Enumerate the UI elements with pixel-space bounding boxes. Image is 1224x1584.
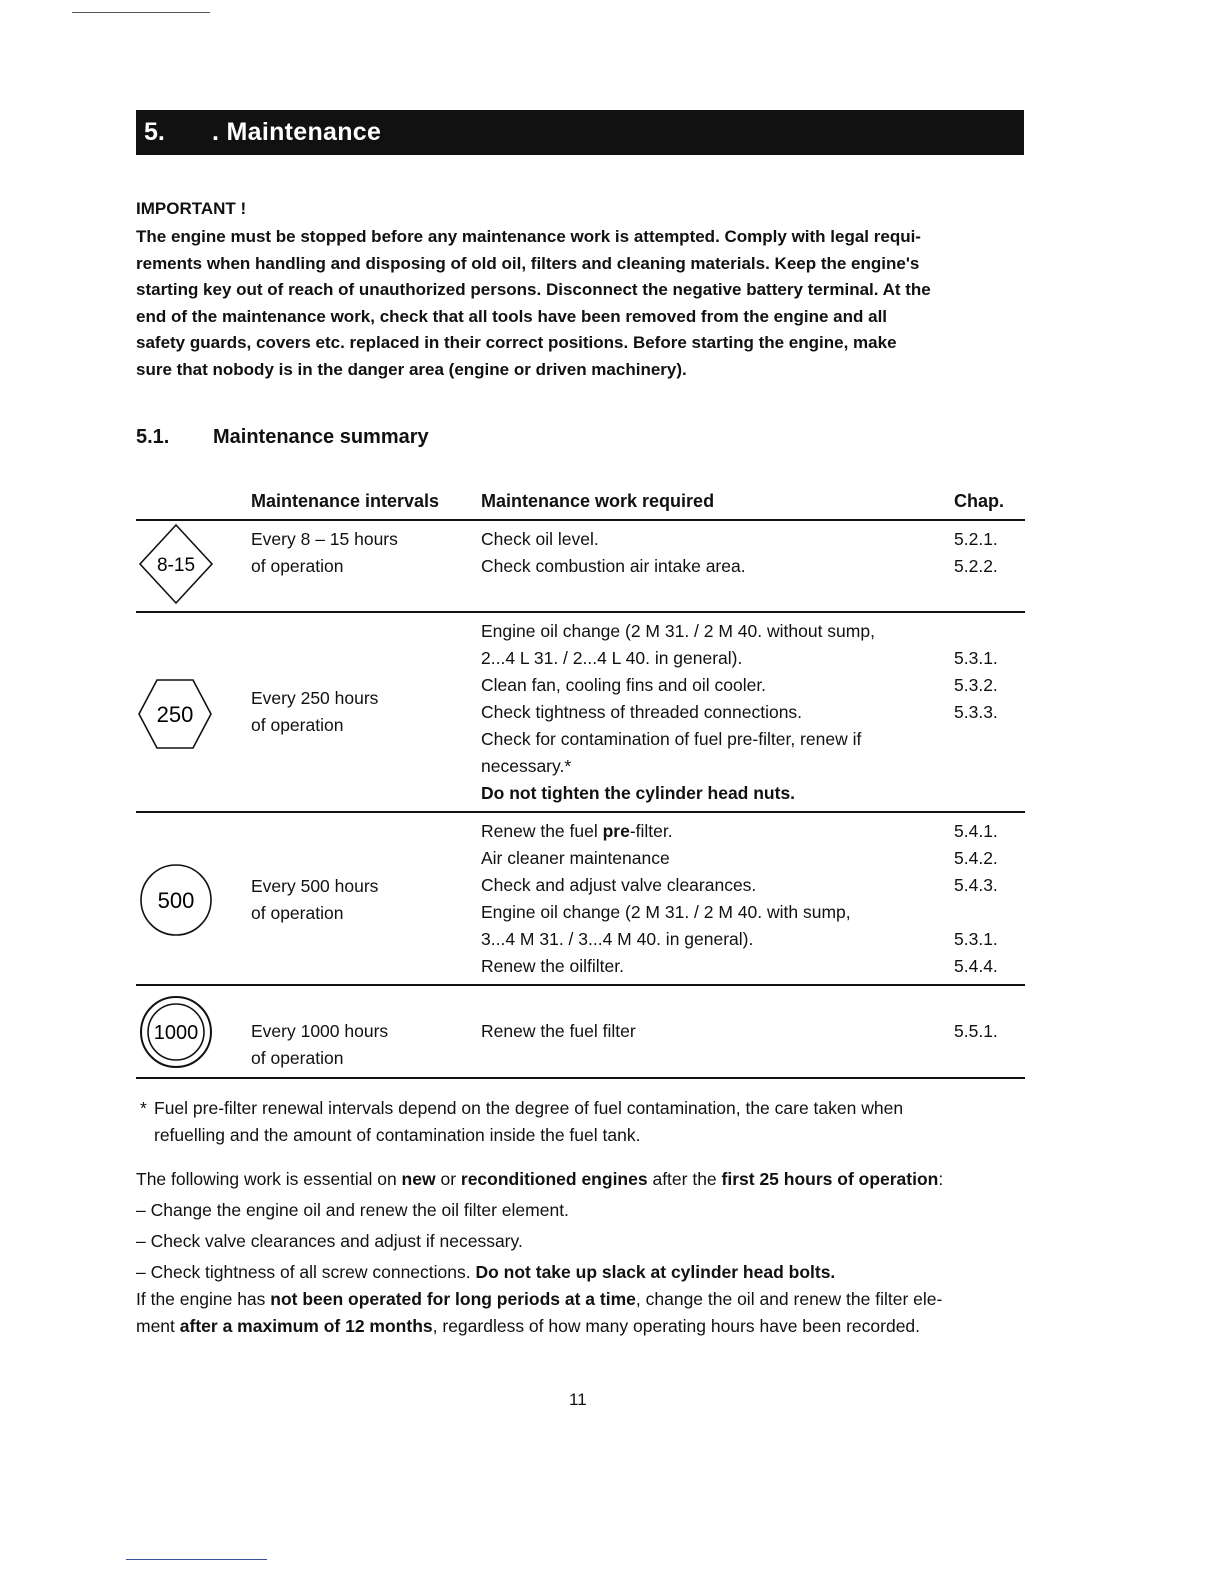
work-line: Renew the oilfilter. xyxy=(481,956,624,976)
interval-line: Every 1000 hours xyxy=(251,1021,389,1041)
interval-cell xyxy=(251,873,378,927)
text: If the engine has xyxy=(136,1289,271,1309)
work-line: Renew the fuel filter xyxy=(481,1021,636,1041)
symbol-label: 8-15 xyxy=(156,555,196,576)
chap-line: 5.3.1. xyxy=(954,648,998,668)
chap-line: 5.4.2. xyxy=(954,848,998,868)
text: after the xyxy=(647,1169,722,1189)
section-banner xyxy=(136,110,1024,155)
chap-line: 5.4.3. xyxy=(954,875,998,895)
subsection-heading xyxy=(136,426,429,449)
header-intervals: Maintenance intervals xyxy=(251,491,440,511)
chap-cell xyxy=(954,618,998,726)
work-text: Renew the fuel xyxy=(481,821,603,841)
hexagon-250-icon xyxy=(137,678,213,750)
important-line: sure that nobody is in the danger area (engine or driven machinery). xyxy=(136,359,687,379)
table-rule xyxy=(136,1077,1025,1079)
important-line: The engine must be stopped before any maintenance work is attempted. Comply with legal requi- xyxy=(136,227,921,246)
work-line: Check for contamination of fuel pre-filter, renew if xyxy=(481,729,862,749)
footnote-line: refuelling and the amount of contamination inside the fuel tank. xyxy=(154,1125,641,1145)
essential-item xyxy=(136,1259,1026,1286)
chap-line xyxy=(954,618,998,645)
interval-line: Every 250 hours xyxy=(251,688,379,708)
work-line: Air cleaner maintenance xyxy=(481,848,670,868)
interval-cell xyxy=(251,685,378,739)
chap-line: 5.5.1. xyxy=(954,1021,998,1041)
work-text: -filter. xyxy=(629,821,673,841)
table-rule xyxy=(136,611,1025,613)
chap-line: 5.3.1. xyxy=(954,929,998,949)
footnote xyxy=(136,1095,1026,1149)
top-scan-line xyxy=(72,12,210,13)
emphasis: new xyxy=(401,1169,436,1189)
essential-item: – Check valve clearances and adjust if necessary. xyxy=(136,1231,523,1251)
symbol-label: 500 xyxy=(157,888,195,913)
work-line: necessary.* xyxy=(481,756,572,776)
text: – Check tightness of all screw connections. xyxy=(136,1262,476,1282)
text: ment xyxy=(136,1316,180,1336)
work-line: Check tightness of threaded connections. xyxy=(481,702,803,722)
section-number: 5. xyxy=(144,118,165,146)
work-cell xyxy=(481,818,851,980)
symbol-label: 250 xyxy=(156,702,194,727)
work-line: 3...4 M 31. / 3...4 M 40. in general). xyxy=(481,929,754,949)
important-line: end of the maintenance work, check that all tools have been removed from the engine and all xyxy=(136,306,888,326)
subsection-title: Maintenance summary xyxy=(213,426,429,448)
page-number: 11 xyxy=(569,1390,587,1409)
essential-intro xyxy=(136,1166,1026,1193)
chap-line: 5.4.4. xyxy=(954,956,998,976)
important-heading: IMPORTANT ! xyxy=(136,199,247,218)
symbol-label: 1000 xyxy=(153,1022,199,1044)
work-cell xyxy=(481,618,875,807)
emphasis: reconditioned engines xyxy=(460,1169,648,1189)
double-circle-1000-icon xyxy=(138,994,214,1070)
work-line-warning: Do not tighten the cylinder head nuts. xyxy=(481,783,796,803)
interval-cell xyxy=(251,526,398,580)
interval-line: of operation xyxy=(251,715,344,735)
chap-line: 5.4.1. xyxy=(954,821,998,841)
section-title: . Maintenance xyxy=(212,118,382,146)
table-rule xyxy=(136,984,1025,986)
work-line: Clean fan, cooling fins and oil cooler. xyxy=(481,675,767,695)
interval-line: Every 8 – 15 hours xyxy=(251,529,398,549)
storage-note-line xyxy=(136,1286,1026,1313)
emphasis: Do not take up slack at cylinder head bolts. xyxy=(475,1262,836,1282)
table-rule xyxy=(136,811,1025,813)
chap-cell xyxy=(954,1018,998,1045)
footnote-star: * xyxy=(140,1098,147,1118)
diamond-8-15-icon xyxy=(138,523,214,605)
header-work: Maintenance work required xyxy=(481,491,715,511)
important-line: rements when handling and disposing of old oil, filters and cleaning materials. Keep the engine's xyxy=(136,253,920,273)
chap-cell xyxy=(954,526,998,580)
chap-cell xyxy=(954,818,998,980)
important-notice xyxy=(136,199,1024,383)
work-line xyxy=(481,818,851,845)
text: or xyxy=(435,1169,461,1189)
subsection-number: 5.1. xyxy=(136,426,170,448)
essential-work xyxy=(136,1166,1026,1340)
emphasis: not been operated for long periods at a time xyxy=(270,1289,636,1309)
footnote-line: Fuel pre-filter renewal intervals depend on the degree of fuel contamination, the care taken when xyxy=(154,1098,904,1118)
work-cell xyxy=(481,526,746,580)
chap-line: 5.3.3. xyxy=(954,702,998,722)
essential-item: – Change the engine oil and renew the oil filter element. xyxy=(136,1200,569,1220)
table-rule xyxy=(136,519,1025,521)
circle-500-icon xyxy=(138,862,214,938)
interval-line: of operation xyxy=(251,903,344,923)
storage-note-line xyxy=(136,1313,1026,1340)
interval-line: Every 500 hours xyxy=(251,876,379,896)
chap-line xyxy=(954,899,998,926)
bottom-scan-line xyxy=(126,1559,267,1560)
work-line: Engine oil change (2 M 31. / 2 M 40. without sump, xyxy=(481,621,875,641)
important-line: safety guards, covers etc. replaced in their correct positions. Before starting the engine, make xyxy=(136,333,897,352)
text: : xyxy=(938,1169,944,1189)
text: , change the oil and renew the filter ele- xyxy=(635,1289,943,1309)
work-line: 2...4 L 31. / 2...4 L 40. in general). xyxy=(481,648,743,668)
emphasis: after a maximum of 12 months xyxy=(179,1316,433,1336)
work-cell xyxy=(481,1018,636,1045)
text: The following work is essential on xyxy=(136,1169,402,1189)
interval-line: of operation xyxy=(251,1048,344,1068)
chap-line: 5.2.2. xyxy=(954,556,998,576)
interval-cell xyxy=(251,1018,388,1072)
work-line: Check combustion air intake area. xyxy=(481,556,746,576)
interval-line: of operation xyxy=(251,556,344,576)
important-line: starting key out of reach of unauthorized persons. Disconnect the negative battery terminal. At the xyxy=(136,280,931,299)
work-line: Check and adjust valve clearances. xyxy=(481,875,757,895)
emphasis: first 25 hours of operation xyxy=(721,1169,939,1189)
work-line: Engine oil change (2 M 31. / 2 M 40. with sump, xyxy=(481,902,851,922)
text: , regardless of how many operating hours have been recorded. xyxy=(432,1316,921,1336)
chap-line: 5.2.1. xyxy=(954,529,998,549)
header-chap: Chap. xyxy=(954,491,1005,511)
chap-line: 5.3.2. xyxy=(954,675,998,695)
work-line: Check oil level. xyxy=(481,529,599,549)
work-emphasis: pre xyxy=(602,821,630,841)
